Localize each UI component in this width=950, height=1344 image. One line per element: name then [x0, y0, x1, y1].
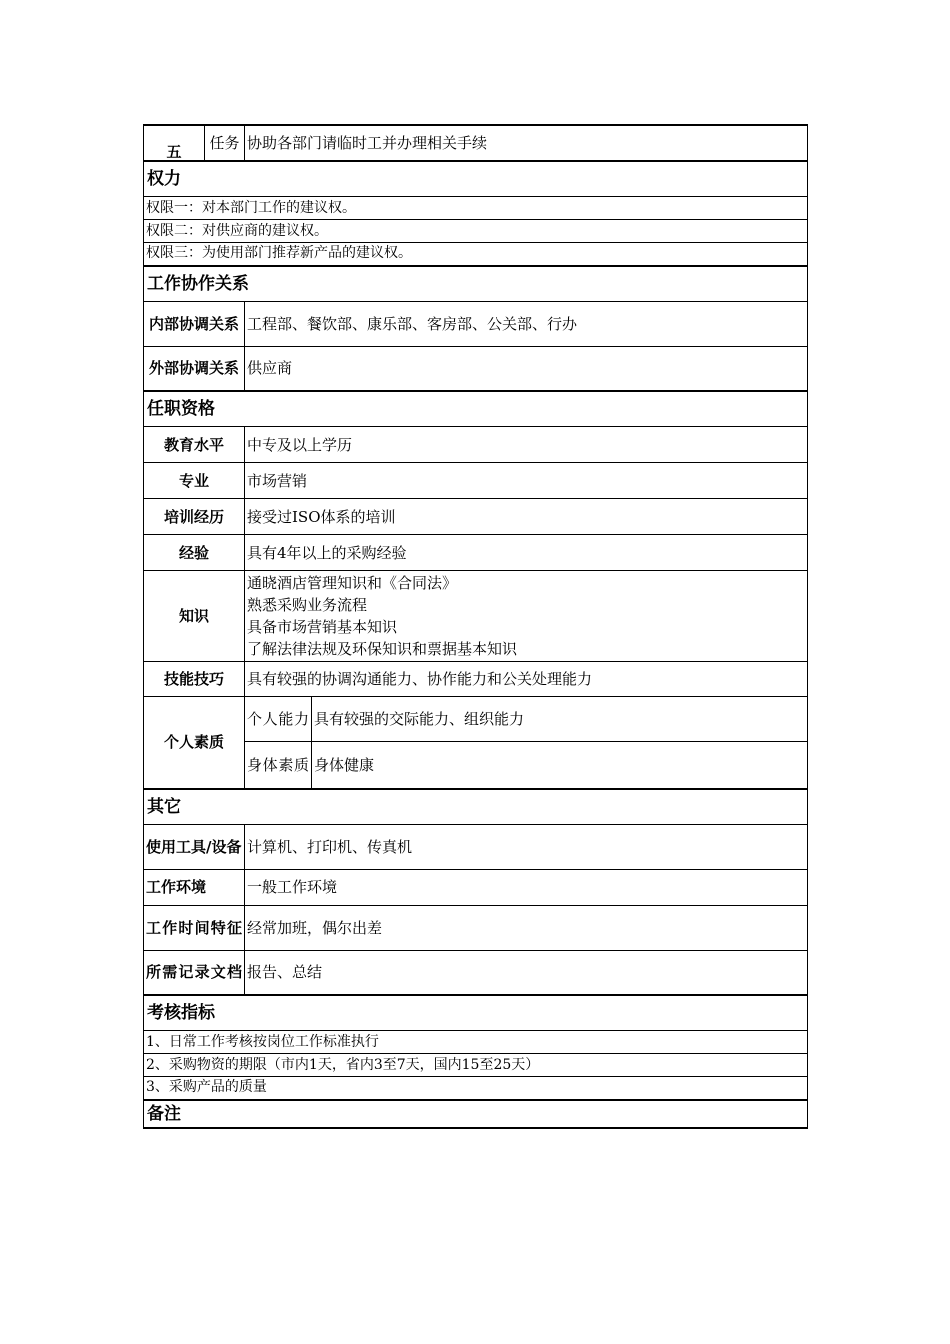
remarks-title: 备注	[144, 1100, 808, 1128]
internal-coordination-row	[144, 301, 808, 346]
qualifications-title: 任职资格	[144, 391, 808, 427]
task-number: 五	[144, 125, 205, 161]
tools-row	[144, 824, 808, 869]
external-coordination-row	[144, 346, 808, 391]
knowledge-line: 通晓酒店管理知识和《合同法》	[247, 574, 458, 592]
assessment-item-1: 1、日常工作考核按岗位工作标准执行	[144, 1031, 808, 1054]
education-row	[144, 427, 808, 463]
knowledge-line: 熟悉采购业务流程	[247, 596, 368, 614]
records-value: 报告、总结	[245, 950, 808, 995]
education-value: 中专及以上学历	[245, 427, 808, 463]
knowledge-line: 了解法律法规及环保知识和票据基本知识	[247, 640, 518, 658]
assessment-section-header	[144, 995, 808, 1031]
personal-quality-label: 个人素质	[144, 697, 245, 789]
qualifications-section-header	[144, 391, 808, 427]
external-coordination-value: 供应商	[245, 346, 808, 391]
experience-value: 具有4年以上的采购经验	[245, 535, 808, 571]
major-row	[144, 463, 808, 499]
physical-quality-value: 身体健康	[312, 742, 808, 789]
job-description-table	[143, 124, 808, 1129]
authority-item	[144, 243, 808, 266]
knowledge-row	[144, 571, 808, 662]
cooperation-section-header	[144, 266, 808, 302]
other-title: 其它	[144, 789, 808, 825]
training-label: 培训经历	[144, 499, 245, 535]
personal-ability-value: 具有较强的交际能力、组织能力	[312, 697, 808, 742]
authority-item	[144, 197, 808, 220]
assessment-item-3: 3、采购产品的质量	[144, 1077, 808, 1100]
knowledge-line: 具备市场营销基本知识	[247, 618, 398, 636]
training-value: 接受过ISO体系的培训	[245, 499, 808, 535]
tools-value: 计算机、打印机、传真机	[245, 824, 808, 869]
major-label: 专业	[144, 463, 245, 499]
tools-label: 使用工具/设备	[144, 824, 245, 869]
knowledge-value	[245, 571, 808, 662]
internal-coordination-label: 内部协调关系	[144, 301, 245, 346]
major-value: 市场营销	[245, 463, 808, 499]
task-label: 任务	[205, 125, 245, 161]
environment-value: 一般工作环境	[245, 869, 808, 905]
training-row	[144, 499, 808, 535]
education-label: 教育水平	[144, 427, 245, 463]
skills-label: 技能技巧	[144, 662, 245, 697]
experience-row	[144, 535, 808, 571]
cooperation-title: 工作协作关系	[144, 266, 808, 302]
internal-coordination-value: 工程部、餐饮部、康乐部、客房部、公关部、行办	[245, 301, 808, 346]
task-row	[144, 125, 808, 161]
knowledge-label: 知识	[144, 571, 245, 662]
work-time-value: 经常加班，偶尔出差	[245, 905, 808, 950]
authority-item-2: 权限二：对供应商的建议权。	[144, 220, 808, 243]
assessment-item	[144, 1031, 808, 1054]
environment-label: 工作环境	[144, 869, 245, 905]
assessment-item-2: 2、采购物资的期限（市内1天，省内3至7天，国内15至25天）	[144, 1054, 808, 1077]
skills-row	[144, 662, 808, 697]
authority-section-header	[144, 161, 808, 197]
assessment-title: 考核指标	[144, 995, 808, 1031]
job-description-document	[143, 124, 807, 1129]
work-time-row	[144, 905, 808, 950]
other-section-header	[144, 789, 808, 825]
task-text: 协助各部门请临时工并办理相关手续	[245, 125, 808, 161]
records-label: 所需记录文档	[144, 950, 245, 995]
remarks-section-header	[144, 1100, 808, 1128]
work-time-label: 工作时间特征	[144, 905, 245, 950]
skills-value: 具有较强的协调沟通能力、协作能力和公关处理能力	[245, 662, 808, 697]
authority-item-1: 权限一：对本部门工作的建议权。	[144, 197, 808, 220]
assessment-item	[144, 1077, 808, 1100]
experience-label: 经验	[144, 535, 245, 571]
personal-ability-label: 个人能力	[245, 697, 312, 742]
authority-item-3: 权限三：为使用部门推荐新产品的建议权。	[144, 243, 808, 266]
records-row	[144, 950, 808, 995]
environment-row	[144, 869, 808, 905]
physical-quality-label: 身体素质	[245, 742, 312, 789]
personal-ability-row	[144, 697, 808, 742]
authority-item	[144, 220, 808, 243]
assessment-item	[144, 1054, 808, 1077]
authority-title: 权力	[144, 161, 808, 197]
external-coordination-label: 外部协调关系	[144, 346, 245, 391]
